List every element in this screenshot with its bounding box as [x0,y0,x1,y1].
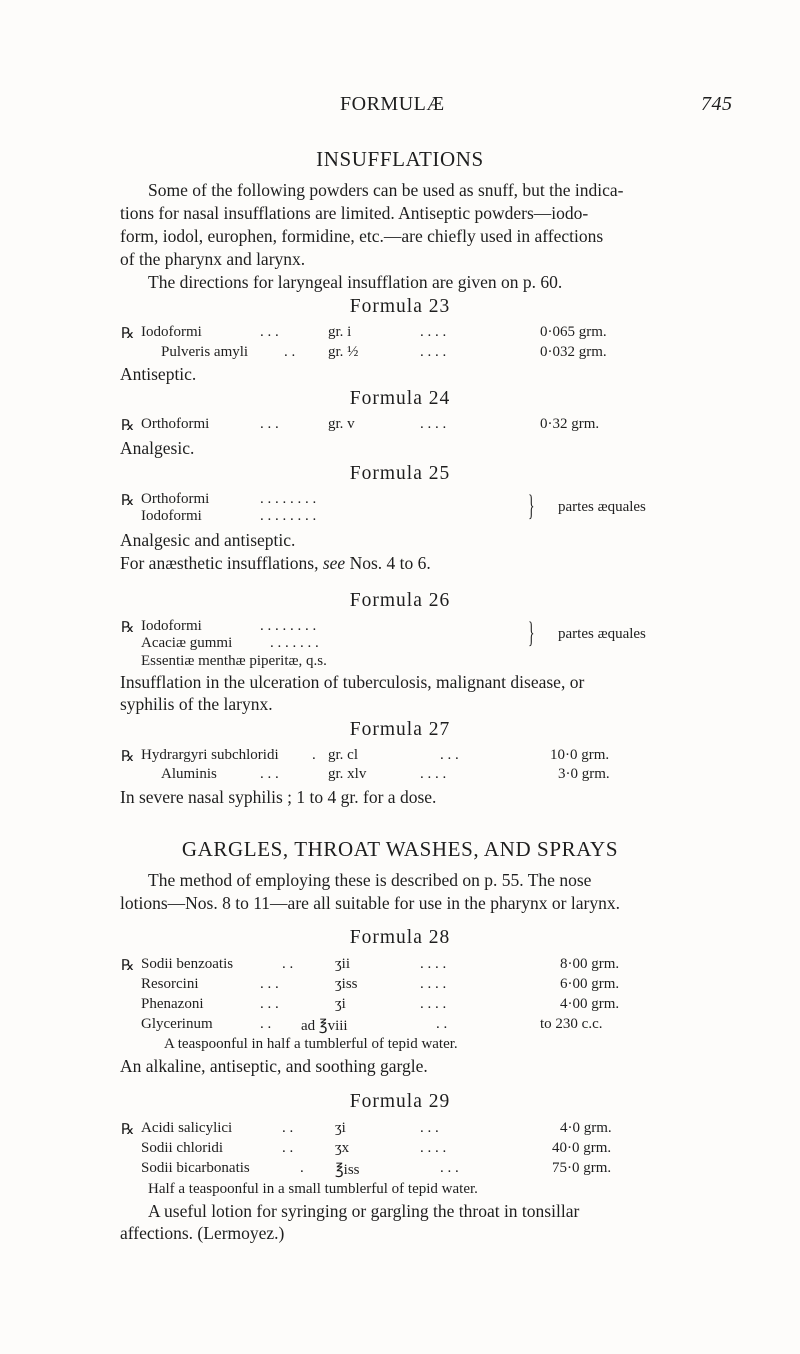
formula-title: Formula 26 [349,590,451,611]
formula-note: An alkaline, antiseptic, and soothing gargle. [120,1056,428,1076]
section-heading-gargles: GARGLES, THROAT WASHES, AND SPRAYS [181,837,619,861]
partes-aequales: partes æquales [558,626,646,642]
recipe-symbol: ℞ [121,1122,135,1138]
formula-note: In severe nasal syphilis ; 1 to 4 gr. for a dose. [120,787,437,807]
ingredient-metric: 75·0 grm. [552,1160,612,1176]
brace: } [528,489,535,522]
dot-leader: . . . [260,324,279,340]
ingredient-name: Glycerinum [141,1016,213,1032]
dot-leader: . . . . . . . . [260,618,317,634]
ingredient-dose: ʒi [335,996,346,1012]
formula-note: For anæsthetic insufflations, see Nos. 4 to 6. [120,553,431,573]
dot-leader: . . . [260,766,279,782]
ingredient-name: Phenazoni [141,996,204,1012]
intro-line: of the pharynx and larynx. [120,249,306,269]
ingredient-dose: gr. i [328,324,352,340]
recipe-symbol: ℞ [121,958,135,974]
ingredient-name: Pulveris amyli [161,344,249,360]
usage-note: Half a teaspoonful in a small tumblerful of tepid water. [148,1181,478,1197]
formula-note: syphilis of the larynx. [120,694,273,714]
dot-leader: . . [260,1016,272,1032]
running-head: FORMULÆ [340,93,445,115]
ingredient-name: Sodii bicarbonatis [141,1160,250,1176]
dot-leader: . . . . [420,416,447,432]
ingredient-dose: gr. cl [328,747,358,763]
ingredient-dose: ʒii [335,956,350,972]
section-heading-insufflations: INSUFFLATIONS [316,147,484,171]
ingredient-dose: ʒx [335,1140,350,1156]
intro-line: Some of the following powders can be used as snuff, but the indica- [148,180,624,200]
formula-title: Formula 25 [349,463,451,484]
dot-leader: . . . [260,976,279,992]
dot-leader: . . [284,344,296,360]
ingredient-dose: ad ℥viii [301,1018,348,1034]
ingredient-metric: 0·32 grm. [540,416,600,432]
dot-leader: . . . [440,1160,459,1176]
dot-leader: . . . [260,416,279,432]
dot-leader: . . . . [420,996,447,1012]
dot-leader: . . [282,956,294,972]
formula-note: Antiseptic. [120,364,197,384]
formula-title: Formula 29 [349,1091,451,1112]
dot-leader: . . . . [420,1140,447,1156]
brace: } [528,616,535,649]
dot-leader: . . . . [420,344,447,360]
ingredient-dose: ʒiss [335,976,358,992]
ingredient-metric: 0·065 grm. [540,324,607,340]
ingredient-name: Acaciæ gummi [141,635,233,651]
dot-leader: . . . . . . . . [260,491,317,507]
intro-line: lotions—Nos. 8 to 11—are all suitable for use in the pharynx or larynx. [120,893,620,913]
directions-line: The directions for laryngeal insufflation are given on p. 60. [148,272,563,292]
partes-aequales: partes æquales [558,499,646,515]
dot-leader: . . . . [420,766,447,782]
ingredient-name: Iodoformi [141,508,202,524]
dot-leader: . . [282,1140,294,1156]
dot-leader: . . . [440,747,459,763]
ingredient-dose: ʒi [335,1120,346,1136]
intro-line: The method of employing these is described on p. 55. The nose [148,870,592,890]
ingredient-metric: 6·00 grm. [560,976,620,992]
recipe-symbol: ℞ [121,493,135,509]
ingredient-name: Iodoformi [141,324,202,340]
dot-leader: . . . . [420,324,447,340]
ingredient-dose: ℥iss [335,1162,360,1178]
dot-leader: . [312,747,316,763]
formula-note: Analgesic. [120,438,195,458]
ingredient-metric: 3·0 grm. [558,766,610,782]
formula-title: Formula 24 [349,388,451,409]
ingredient-metric: 40·0 grm. [552,1140,612,1156]
recipe-symbol: ℞ [121,418,135,434]
ingredient-name: Sodii benzoatis [141,956,234,972]
formula-title: Formula 23 [349,296,451,317]
dot-leader: . . . . [420,976,447,992]
ingredient-metric: 4·0 grm. [560,1120,612,1136]
ingredient-name: Orthoformi [141,416,210,432]
dot-leader: . . [436,1016,448,1032]
ingredient-name: Sodii chloridi [141,1140,224,1156]
formula-note: A useful lotion for syringing or gargling the throat in tonsillar [148,1201,580,1221]
formula-note: Analgesic and antiseptic. [120,530,296,550]
dot-leader: . [300,1160,304,1176]
recipe-symbol: ℞ [121,749,135,765]
ingredient-name: Resorcini [141,976,199,992]
ingredient-dose: gr. xlv [328,766,367,782]
ingredient-metric: 4·00 grm. [560,996,620,1012]
ingredient-name: Orthoformi [141,491,210,507]
ingredient-dose: gr. ½ [328,344,359,360]
recipe-symbol: ℞ [121,620,135,636]
formula-note: affections. (Lermoyez.) [120,1223,285,1243]
formula-note: Insufflation in the ulceration of tuberculosis, malignant disease, or [120,672,585,692]
page-number: 745 [701,93,733,115]
dot-leader: . . [282,1120,294,1136]
ingredient-metric: 8·00 grm. [560,956,620,972]
ingredient-metric: 10·0 grm. [550,747,610,763]
usage-note: A teaspoonful in half a tumblerful of tepid water. [164,1036,458,1052]
formula-title: Formula 28 [349,927,451,948]
intro-line: form, iodol, europhen, formidine, etc.—are chiefly used in affections [120,226,604,246]
ingredient-name: Iodoformi [141,618,202,634]
dot-leader: . . . . . . . . [260,508,317,524]
ingredient-metric: to 230 c.c. [540,1016,603,1032]
dot-leader: . . . . . . . [270,635,319,651]
ingredient-name: Acidi salicylici [141,1120,233,1136]
ingredient-name: Aluminis [161,766,217,782]
dot-leader: . . . [420,1120,439,1136]
dot-leader: . . . [260,996,279,1012]
ingredient-metric: 0·032 grm. [540,344,607,360]
intro-line: tions for nasal insufflations are limited. Antiseptic powders—iodo- [120,203,589,223]
recipe-symbol: ℞ [121,326,135,342]
extra-ingredient: Essentiæ menthæ piperitæ, q.s. [141,653,327,669]
dot-leader: . . . . [420,956,447,972]
ingredient-dose: gr. v [328,416,355,432]
ingredient-name: Hydrargyri subchloridi [141,747,279,763]
formula-title: Formula 27 [349,719,451,740]
